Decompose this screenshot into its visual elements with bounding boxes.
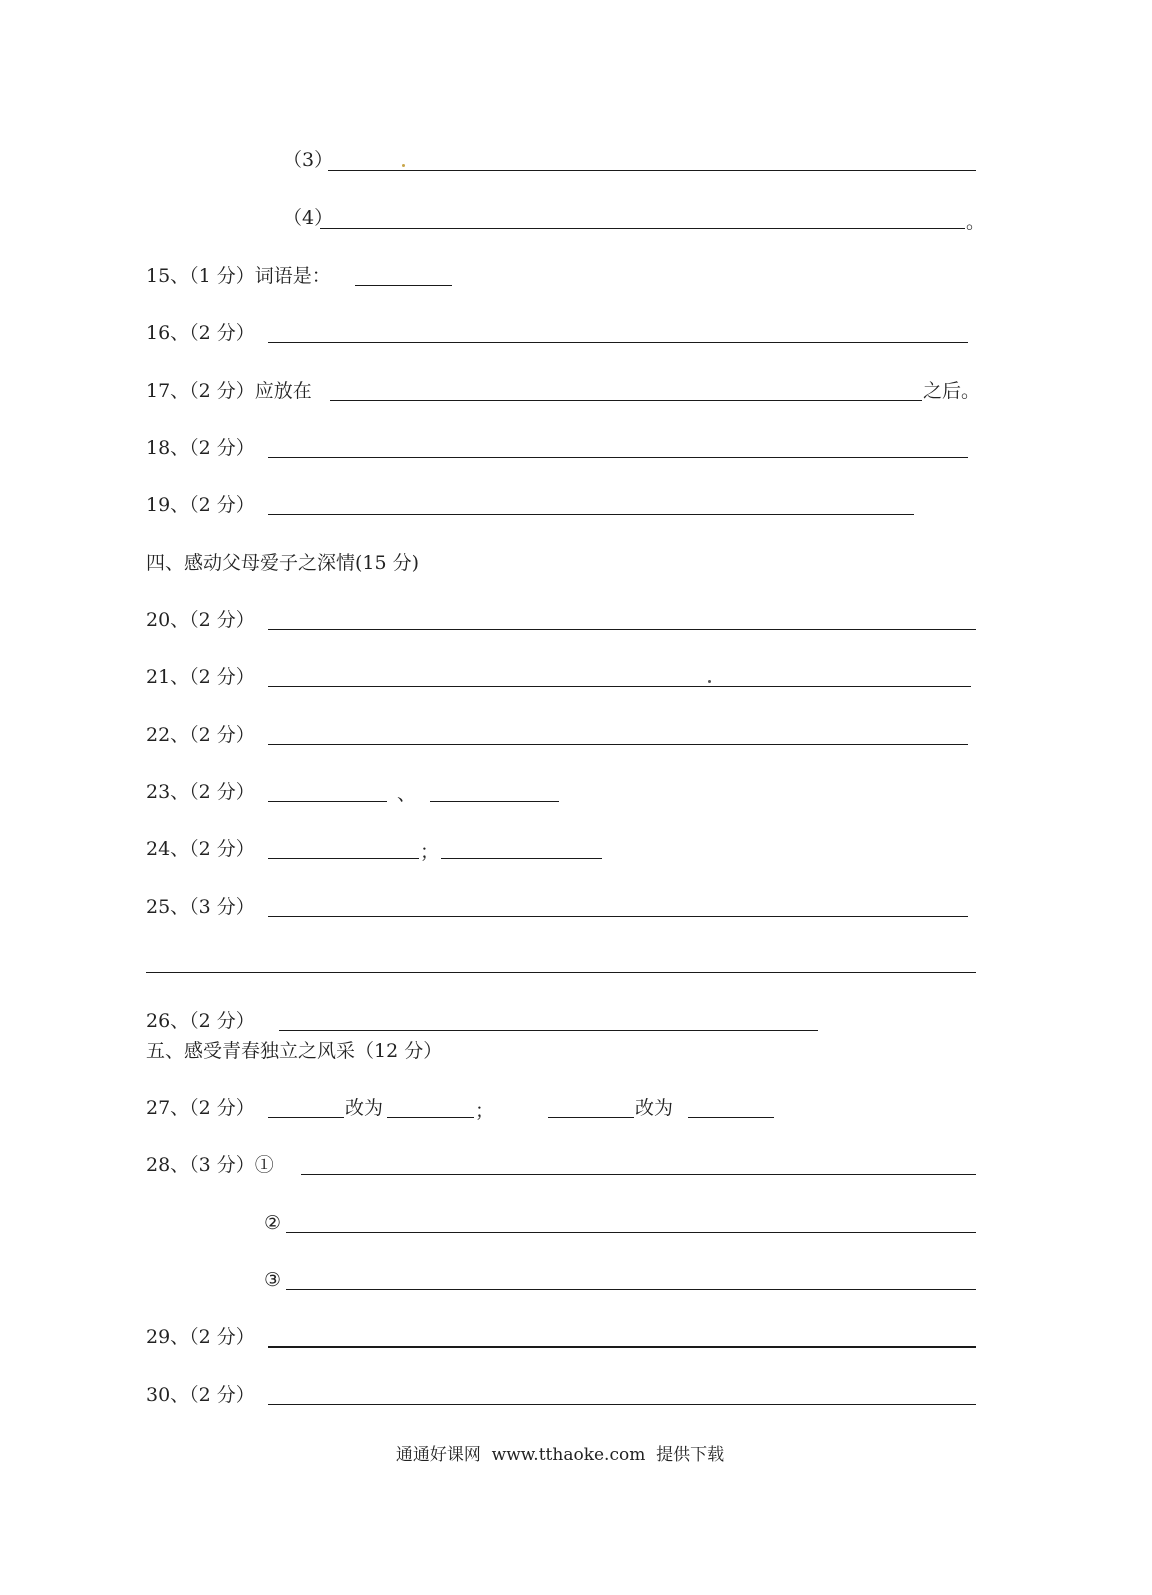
q20-answer-line[interactable] — [268, 629, 976, 630]
q27-answer-line-3[interactable] — [548, 1117, 634, 1118]
q15-label: 15、（1 分）词语是： — [146, 265, 331, 287]
q23-separator: 、 — [397, 783, 417, 805]
q24-separator: ； — [420, 841, 440, 863]
q24-answer-line-1[interactable] — [268, 858, 419, 859]
q27-change-to-2: 改为 — [635, 1097, 674, 1119]
q22-label: 22、（2 分） — [146, 724, 255, 746]
q27-answer-line-1[interactable] — [268, 1117, 344, 1118]
q22-answer-line[interactable] — [268, 744, 968, 745]
q19-answer-line[interactable] — [268, 514, 914, 515]
q30-label: 30、（2 分） — [146, 1384, 255, 1406]
q24-answer-line-2[interactable] — [441, 858, 602, 859]
q23-answer-line-1[interactable] — [268, 801, 387, 802]
q25-answer-line-1[interactable] — [268, 916, 968, 917]
q17-suffix: 之后。 — [923, 380, 981, 402]
q19-label: 19、（2 分） — [146, 494, 255, 516]
q20-label: 20、（2 分） — [146, 609, 255, 631]
q18-label: 18、（2 分） — [146, 437, 255, 459]
sub-item-4-period: 。 — [966, 211, 986, 233]
q27-separator: ； — [475, 1100, 495, 1122]
q28-answer-line-3[interactable] — [286, 1289, 976, 1290]
q28-label: 28、（3 分）① — [146, 1154, 274, 1176]
q17-label: 17、（2 分）应放在 — [146, 380, 312, 402]
q27-answer-line-4[interactable] — [688, 1117, 774, 1118]
answer-line-4[interactable] — [320, 228, 965, 229]
q27-change-to-1: 改为 — [345, 1097, 384, 1119]
q17-answer-line[interactable] — [330, 400, 922, 401]
section-4-heading: 四、感动父母爱子之深情(15 分) — [146, 552, 420, 574]
q23-label: 23、（2 分） — [146, 781, 255, 803]
q15-answer-line[interactable] — [355, 285, 452, 286]
q29-answer-line[interactable] — [268, 1346, 976, 1348]
answer-line-3[interactable] — [328, 170, 976, 171]
q27-label: 27、（2 分） — [146, 1097, 255, 1119]
q28-item-2-marker: ② — [264, 1212, 282, 1234]
q28-item-3-marker: ③ — [264, 1269, 282, 1291]
q26-answer-line[interactable] — [279, 1030, 818, 1031]
speck — [402, 164, 405, 167]
section-5-heading: 五、感受青春独立之风采（12 分） — [146, 1040, 443, 1062]
q24-label: 24、（2 分） — [146, 838, 255, 860]
q16-answer-line[interactable] — [268, 342, 968, 343]
q23-answer-line-2[interactable] — [430, 801, 559, 802]
q27-answer-line-2[interactable] — [387, 1117, 474, 1118]
q25-label: 25、（3 分） — [146, 896, 255, 918]
sub-item-4-label: （4） — [283, 207, 334, 229]
speck — [708, 680, 711, 683]
q30-answer-line[interactable] — [268, 1404, 976, 1405]
q16-label: 16、（2 分） — [146, 322, 255, 344]
page-footer: 通通好课网 www.tthaoke.com 提供下载 — [395, 1445, 725, 1465]
q25-answer-line-2[interactable] — [146, 972, 976, 973]
q21-label: 21、（2 分） — [146, 666, 255, 688]
sub-item-3-label: （3） — [283, 149, 334, 171]
q18-answer-line[interactable] — [268, 457, 968, 458]
q28-answer-line-1[interactable] — [301, 1174, 976, 1175]
q29-label: 29、（2 分） — [146, 1326, 255, 1348]
q28-answer-line-2[interactable] — [286, 1232, 976, 1233]
q21-answer-line[interactable] — [268, 686, 971, 687]
q26-label: 26、（2 分） — [146, 1010, 255, 1032]
